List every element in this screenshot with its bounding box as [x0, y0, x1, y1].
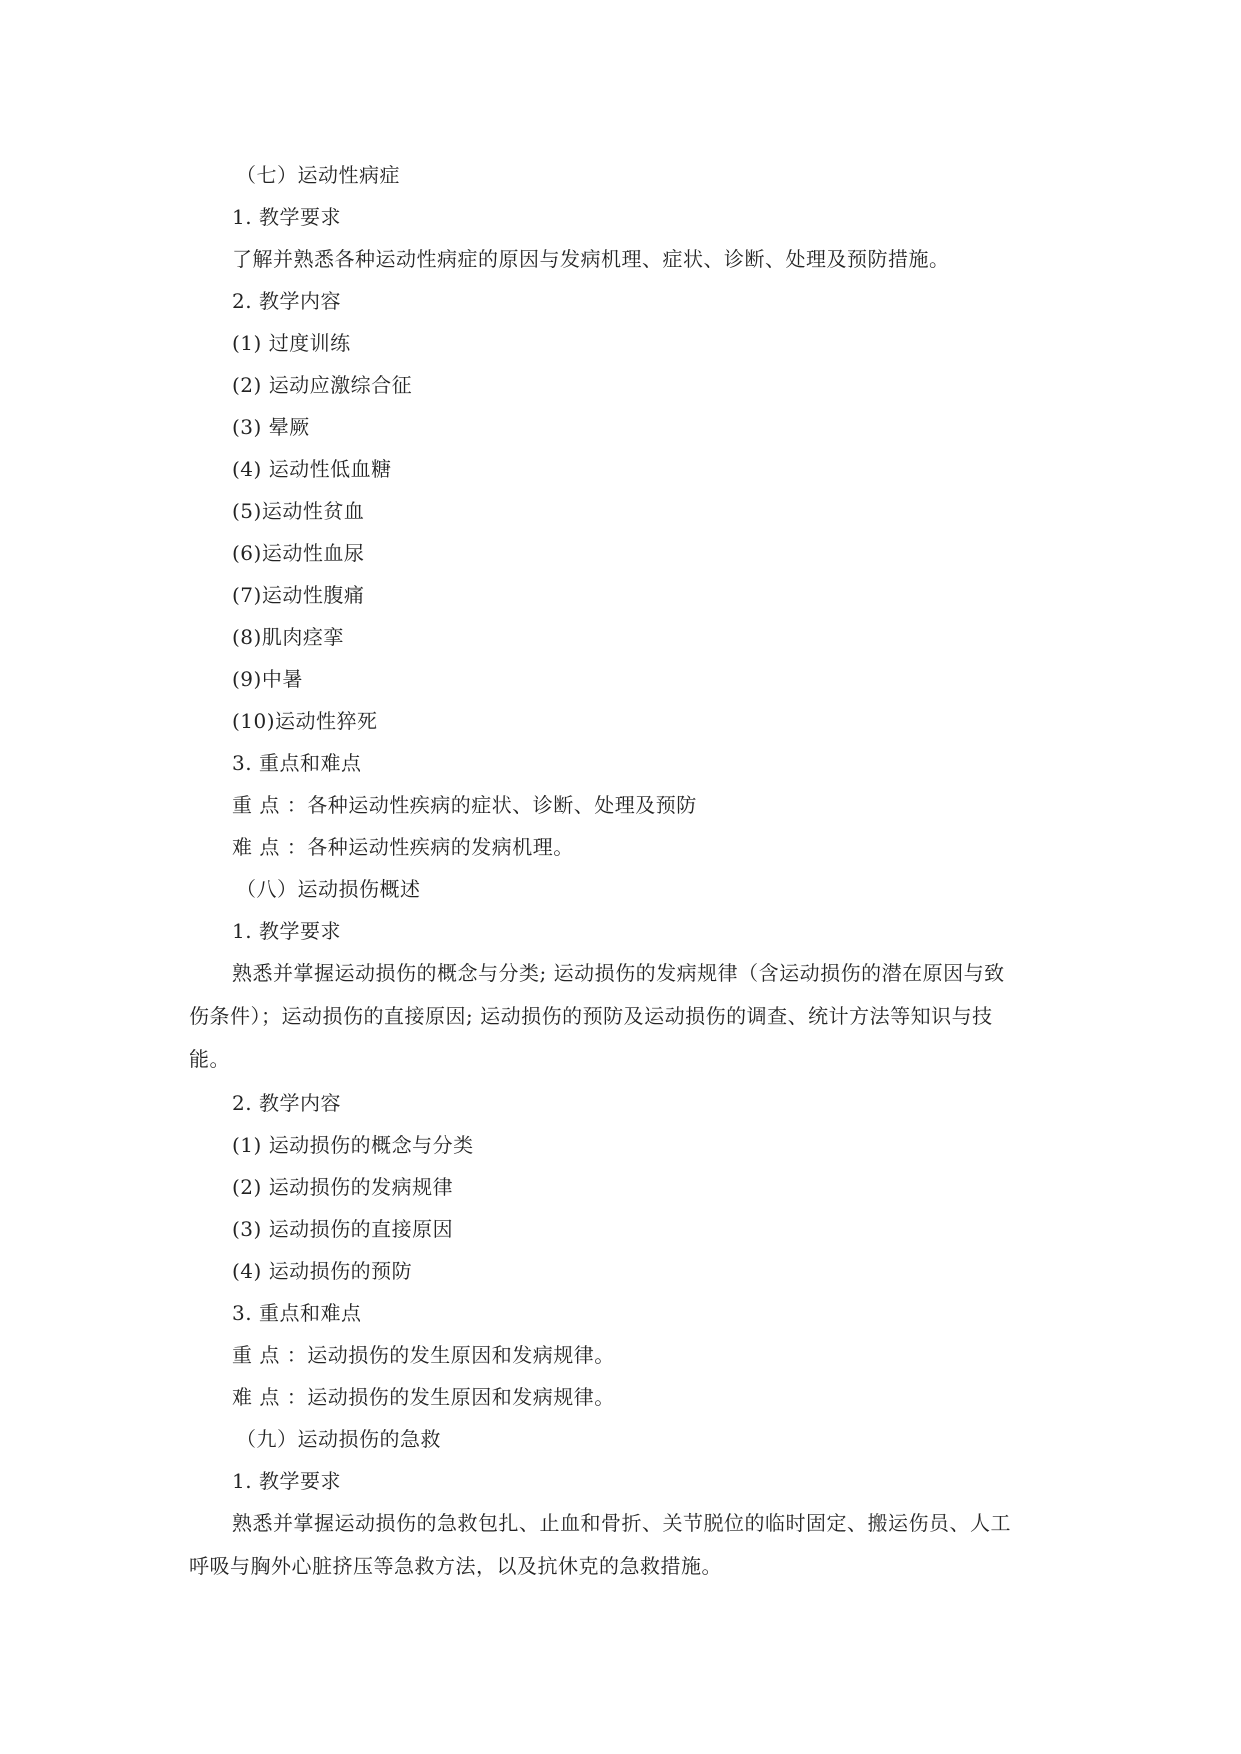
list-item: (3) 晕厥 — [232, 415, 310, 439]
list-item: (4) 运动性低血糖 — [232, 457, 392, 481]
subheading-content: 2. 教学内容 — [232, 289, 341, 313]
section-heading-7: （七）运动性病症 — [236, 163, 400, 187]
list-item: (9)中暑 — [232, 667, 303, 691]
paragraph: 熟悉并掌握运动损伤的急救包扎、止血和骨折、关节脱位的临时固定、搬运伤员、人工 — [232, 1511, 1011, 1535]
subheading-key-points: 3. 重点和难点 — [232, 1301, 362, 1325]
section-heading-9: （九）运动损伤的急救 — [236, 1427, 441, 1451]
list-item: (1) 运动损伤的概念与分类 — [232, 1133, 474, 1157]
list-item: (2) 运动损伤的发病规律 — [232, 1175, 454, 1199]
subheading-content: 2. 教学内容 — [232, 1091, 341, 1115]
paragraph: 了解并熟悉各种运动性病症的原因与发病机理、症状、诊断、处理及预防措施。 — [232, 247, 950, 271]
list-item: (6)运动性血尿 — [232, 541, 365, 565]
section-heading-8: （八）运动损伤概述 — [236, 877, 421, 901]
paragraph-continuation: 呼吸与胸外心脏挤压等急救方法，以及抗休克的急救措施。 — [189, 1554, 722, 1578]
list-item: (4) 运动损伤的预防 — [232, 1259, 413, 1283]
key-point-line: 重 点 ：各种运动性疾病的症状、诊断、处理及预防 — [232, 793, 697, 817]
subheading-requirements: 1. 教学要求 — [232, 205, 341, 229]
list-item: (1) 过度训练 — [232, 331, 351, 355]
list-item: (10)运动性猝死 — [232, 709, 378, 733]
paragraph-continuation: 伤条件）；运动损伤的直接原因; 运动损伤的预防及运动损伤的调查、统计方法等知识与技 — [189, 1004, 993, 1028]
paragraph: 熟悉并掌握运动损伤的概念与分类; 运动损伤的发病规律（含运动损伤的潜在原因与致 — [232, 961, 1005, 985]
subheading-requirements: 1. 教学要求 — [232, 1469, 341, 1493]
key-point-line: 重 点 ：运动损伤的发生原因和发病规律。 — [232, 1343, 615, 1367]
difficulty-line: 难 点 ：运动损伤的发生原因和发病规律。 — [232, 1385, 615, 1409]
list-item: (7)运动性腹痛 — [232, 583, 365, 607]
list-item: (2) 运动应激综合征 — [232, 373, 413, 397]
list-item: (8)肌肉痉挛 — [232, 625, 344, 649]
paragraph-continuation: 能。 — [189, 1047, 230, 1071]
subheading-requirements: 1. 教学要求 — [232, 919, 341, 943]
subheading-key-points: 3. 重点和难点 — [232, 751, 362, 775]
difficulty-line: 难 点 ：各种运动性疾病的发病机理。 — [232, 835, 574, 859]
list-item: (3) 运动损伤的直接原因 — [232, 1217, 454, 1241]
list-item: (5)运动性贫血 — [232, 499, 365, 523]
